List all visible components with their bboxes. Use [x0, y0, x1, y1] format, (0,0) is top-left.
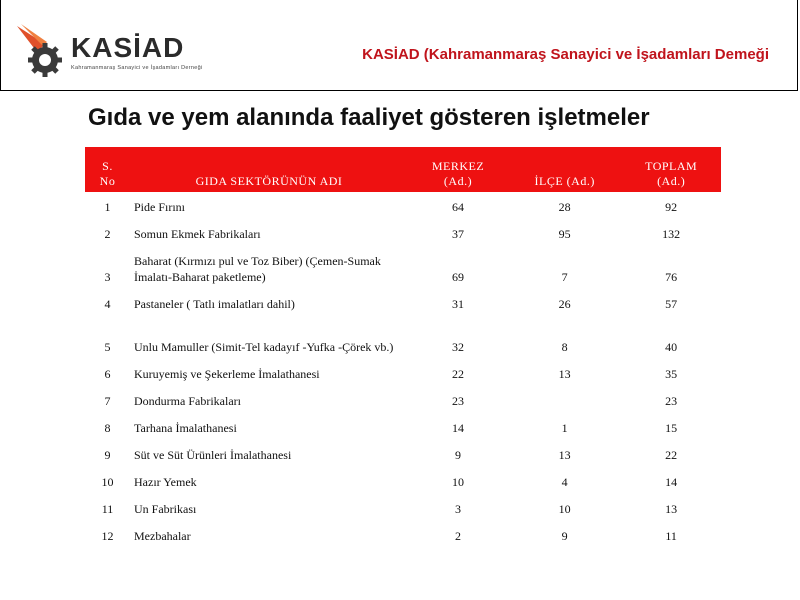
sector-name: Hazır Yemek [134, 475, 197, 489]
sector-name: Tarhana İmalathanesi [134, 421, 237, 435]
table-header-row [85, 147, 721, 192]
organization-name: KASİAD (Kahramanmaraş Sanayici ve İşadamları Demeği [362, 46, 769, 63]
row-number: 1 [104, 200, 111, 214]
row-number: 7 [104, 394, 111, 408]
toplam-count: 15 [665, 421, 678, 435]
merkez-count: 14 [452, 421, 465, 435]
sector-name: Süt ve Süt Ürünleri İmalathanesi [134, 448, 292, 462]
toplam-count: 22 [665, 448, 678, 462]
table-row [85, 521, 721, 548]
row-number: 5 [104, 340, 111, 354]
toplam-count: 57 [665, 297, 678, 311]
toplam-count: 92 [665, 200, 678, 214]
table-row [85, 289, 721, 316]
ilce-count: 4 [561, 475, 568, 489]
logo-subtext: Kahramanmaraş Sanayici ve İşadamları Derneği [71, 65, 203, 71]
table-row [85, 246, 721, 289]
merkez-count: 64 [452, 200, 465, 214]
sector-name: Pide Fırını [134, 200, 186, 214]
toplam-count: 40 [665, 340, 678, 354]
column-header-ilce: İLÇE (Ad.) [508, 147, 621, 192]
ilce-count: 13 [558, 367, 571, 381]
sector-name: Kuruyemiş ve Şekerleme İmalathanesi [134, 367, 320, 381]
merkez-count: 10 [452, 475, 465, 489]
ilce-count: 10 [558, 502, 571, 516]
toplam-count: 13 [665, 502, 678, 516]
ilce-count: 95 [558, 227, 571, 241]
table-row [85, 219, 721, 246]
toplam-count: 11 [665, 529, 677, 543]
sector-name: Pastaneler ( Tatlı imalatları dahil) [134, 297, 295, 311]
column-header-name: GIDA SEKTÖRÜNÜN ADI [130, 147, 408, 192]
sector-name: Mezbahalar [134, 529, 191, 543]
column-header-merkez: MERKEZ (Ad.) [408, 147, 508, 192]
merkez-count: 23 [452, 394, 465, 408]
table-row [85, 467, 721, 494]
slide-header [0, 0, 798, 91]
merkez-count: 69 [452, 270, 465, 284]
ilce-count: 7 [561, 270, 568, 284]
table-row [85, 386, 721, 413]
merkez-count: 3 [455, 502, 462, 516]
ilce-count: 26 [558, 297, 571, 311]
row-number: 10 [101, 475, 114, 489]
merkez-count: 9 [455, 448, 462, 462]
table-row [85, 440, 721, 467]
gear-flame-icon [15, 22, 69, 78]
row-number: 11 [101, 502, 114, 516]
slide-title: Gıda ve yem alanında faaliyet gösteren işletmeler [88, 104, 650, 131]
sector-name: Unlu Mamuller (Simit-Tel kadayıf -Yufka -Çörek vb.) [134, 340, 394, 354]
table-row [85, 494, 721, 521]
sector-name: Somun Ekmek Fabrikaları [134, 227, 261, 241]
ilce-count: 8 [561, 340, 568, 354]
table-row [85, 413, 721, 440]
logo-wordmark: KASİAD [71, 32, 185, 63]
merkez-count: 2 [455, 529, 462, 543]
kasiad-logo [15, 22, 225, 78]
merkez-count: 22 [452, 367, 465, 381]
row-number: 3 [104, 270, 111, 284]
sector-name: Un Fabrikası [134, 502, 197, 516]
merkez-count: 31 [452, 297, 465, 311]
toplam-count: 23 [665, 394, 678, 408]
row-number: 8 [104, 421, 111, 435]
row-number: 6 [104, 367, 111, 381]
row-number: 2 [104, 227, 111, 241]
column-header-no: S. No [85, 147, 130, 192]
sector-name: Baharat (Kırmızı pul ve Toz Biber) (Çemen-Sumak İmalatı-Baharat paketleme) [134, 254, 381, 284]
row-number: 9 [104, 448, 111, 462]
row-number: 12 [101, 529, 114, 543]
row-number: 4 [104, 297, 111, 311]
ilce-count: 9 [561, 529, 568, 543]
ilce-count [508, 386, 621, 413]
toplam-count: 132 [662, 227, 681, 241]
merkez-count: 37 [452, 227, 465, 241]
merkez-count: 32 [452, 340, 465, 354]
ilce-count: 13 [558, 448, 571, 462]
toplam-count: 35 [665, 367, 678, 381]
table-row [85, 192, 721, 219]
toplam-count: 14 [665, 475, 678, 489]
column-header-toplam: TOPLAM (Ad.) [621, 147, 721, 192]
toplam-count: 76 [665, 270, 678, 284]
ilce-count: 28 [558, 200, 571, 214]
sector-name: Dondurma Fabrikaları [134, 394, 241, 408]
food-sector-table [85, 147, 721, 548]
table-row [85, 359, 721, 386]
ilce-count: 1 [561, 421, 568, 435]
table-row [85, 316, 721, 359]
